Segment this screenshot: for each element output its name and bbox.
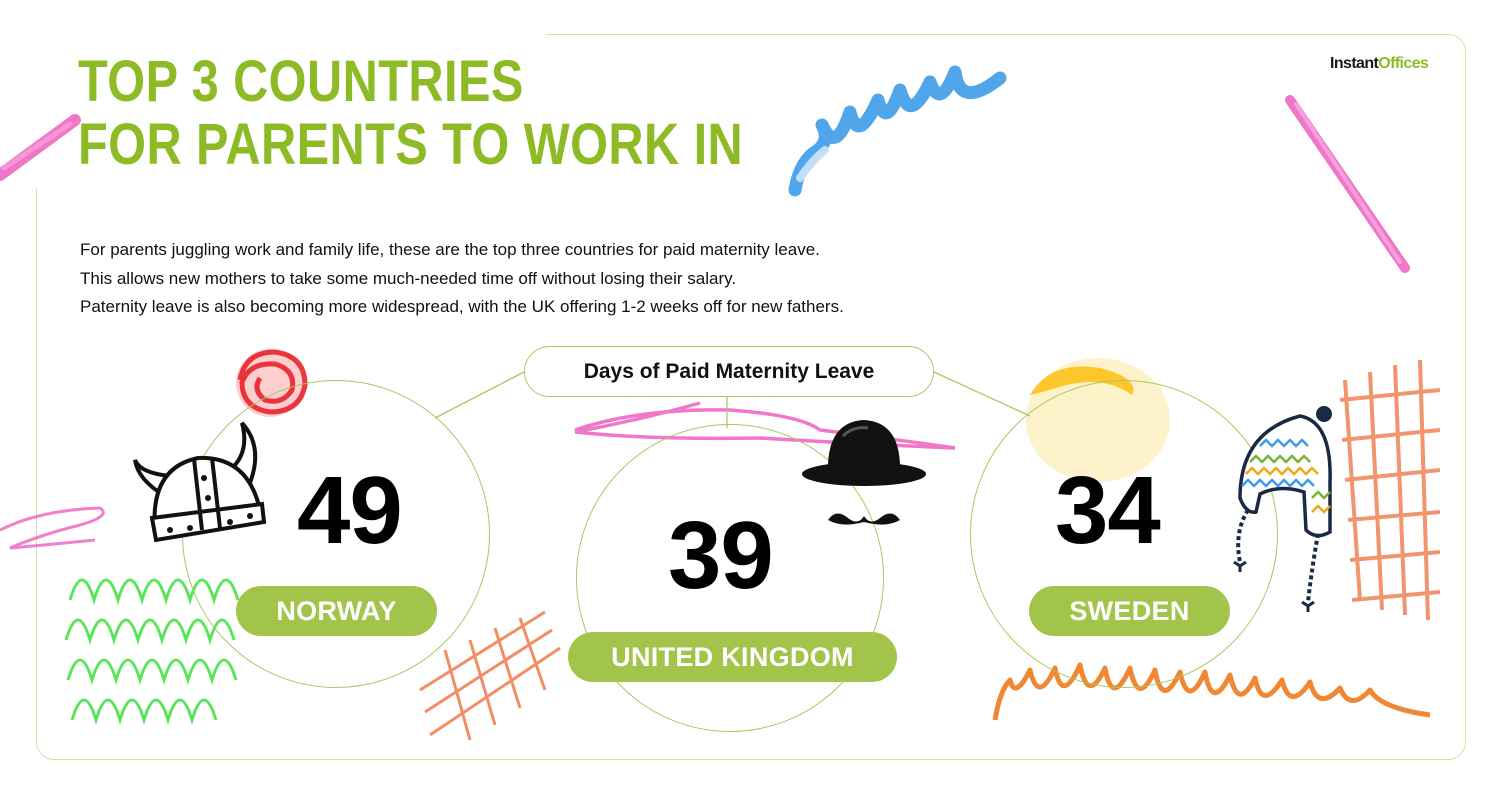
days-value-norway: 49 — [297, 457, 402, 564]
orange-grid-right — [1340, 360, 1440, 620]
intro-line-3: Paternity leave is also becoming more widespread, with the UK offering 1-2 weeks off for new fathers. — [80, 297, 844, 316]
days-value-sweden: 34 — [1055, 457, 1160, 564]
intro-paragraph — [80, 236, 844, 322]
intro-line-1: For parents juggling work and family life, these are the top three countries for paid maternity leave. — [80, 240, 820, 259]
bowler-hat-moustache-icon — [798, 414, 930, 539]
viking-helmet-icon — [130, 418, 270, 548]
title-line-2: FOR PARENTS TO WORK IN — [78, 112, 744, 177]
brand-part-1: Instant — [1330, 55, 1379, 72]
brand-logo — [1330, 55, 1428, 73]
page-title — [78, 50, 743, 176]
brand-part-2: Offices — [1378, 55, 1429, 72]
legend-label: Days of Paid Maternity Leave — [524, 346, 934, 397]
days-value-uk: 39 — [668, 502, 773, 609]
country-label-norway: NORWAY — [236, 586, 437, 636]
intro-line-2: This allows new mothers to take some much-needed time off without losing their salary. — [80, 268, 737, 288]
country-label-uk: UNITED KINGDOM — [568, 632, 897, 682]
knit-hat-icon — [1220, 402, 1340, 612]
country-label-sweden: SWEDEN — [1029, 586, 1230, 636]
blue-zigzag — [795, 72, 1000, 190]
title-line-1: TOP 3 COUNTRIES — [78, 49, 524, 114]
pink-loop-left — [0, 508, 103, 548]
